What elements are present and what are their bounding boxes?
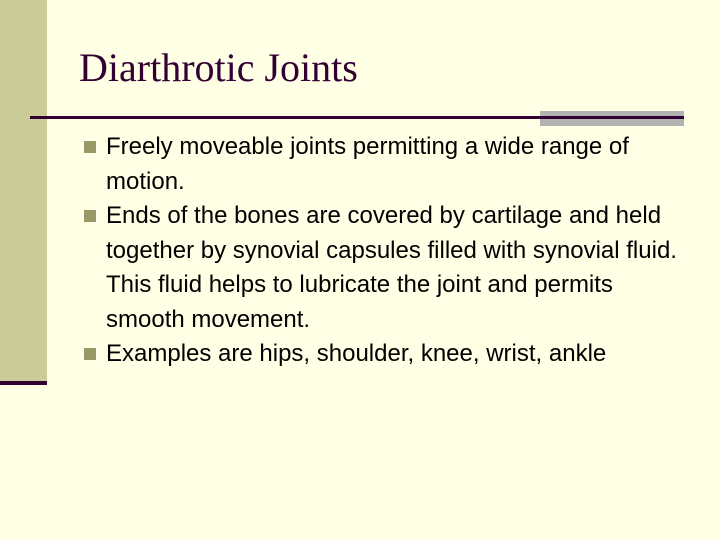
bullet-item bbox=[84, 199, 694, 337]
left-accent-underline bbox=[0, 381, 47, 385]
bullet-text: Examples are hips, shoulder, knee, wrist, ankle bbox=[106, 340, 607, 367]
bullet-item bbox=[84, 337, 694, 372]
square-bullet-icon bbox=[84, 210, 96, 222]
bullet-text: Ends of the bones are covered by cartilage and held together by synovial capsules filled with synovial fluid. This fluid helps to lubricate the joint and permits smooth movement. bbox=[106, 202, 677, 333]
square-bullet-icon bbox=[84, 141, 96, 153]
title-rule-accent-bottom bbox=[540, 119, 684, 126]
bullet-item bbox=[84, 130, 694, 199]
bullet-text: Freely moveable joints permitting a wide range of motion. bbox=[106, 133, 629, 195]
left-accent-band bbox=[0, 0, 47, 381]
slide-title: Diarthrotic Joints bbox=[79, 45, 358, 90]
square-bullet-icon bbox=[84, 348, 96, 360]
bullet-list bbox=[84, 130, 694, 372]
